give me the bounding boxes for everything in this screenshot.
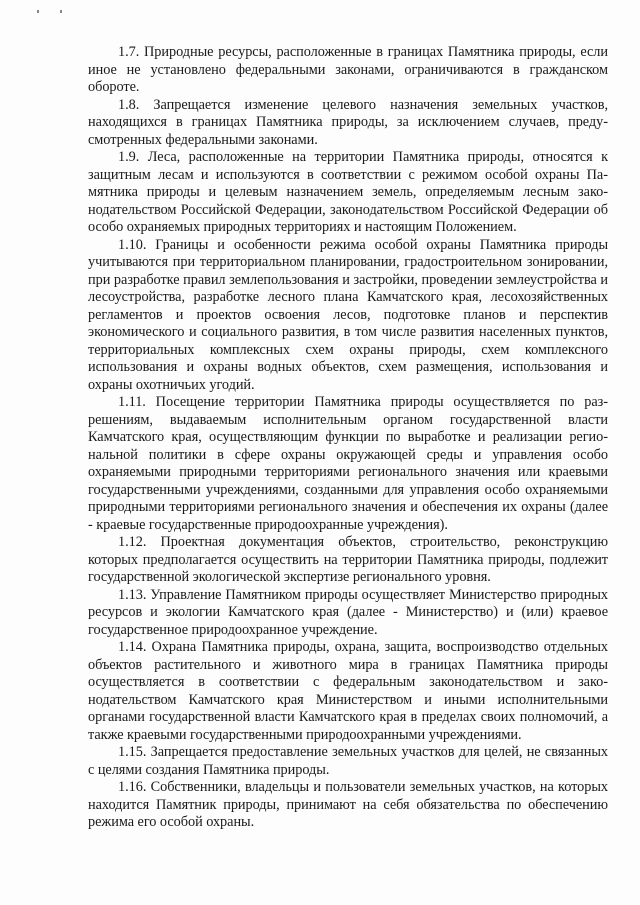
paragraph-1-8: 1.8. Запрещается изменение целевого назначения земельных участков, находящихся в границах Памятника природы, за исключением случаев, предусмотренных федеральными законами. (88, 96, 608, 148)
paragraph-1-15: 1.15. Запрещается предоставление земельных участков для целей, не связанных с целями создания Памятника природы. (88, 744, 608, 778)
paragraph-1-11: 1.11. Посещение территории Памятника природы осуществляется по разрешениям, выдаваемым исполнительным органом государственной власти Камчатского края, осуществляющим функции по выработке и реализации региональной политики в сфере охраны окружающей среды и управления особо охраняемыми природными территориями регионального значения или краевыми государственными учреждениями, созданными для управления особо охраняемыми природными территориями регионального значения и обеспечения их охраны (далее - краевые государственные природоохранные учреждения). (88, 394, 608, 533)
scan-speck (60, 10, 62, 13)
paragraph-1-13: 1.13. Управление Памятником природы осуществляет Министерство природных ресурсов и экологии Камчатского края (далее - Министерство) и (или) краевое государственное природоохранное учреждение. (88, 586, 608, 638)
paragraph-1-10: 1.10. Границы и особенности режима особой охраны Памятника природы учитываются при территориальном планировании, градостроительном зонировании, при разработке правил землепользования и застройки, проведении землеустройства и лесоустройства, разработке лесного плана Камчатского края, лесохозяйственных регламентов и проектов освоения лесов, подготовке планов и перспектив экономического и социального развития, в том числе развития населенных пунктов, территориальных комплексных схем охраны природы, схем комплексного использования и охраны водных объектов, схем размещения, использования и охраны охотничьих угодий. (88, 236, 608, 393)
scan-speck (37, 10, 39, 13)
paragraph-1-14: 1.14. Охрана Памятника природы, охрана, защита, воспроизводство отдельных объектов растительного и животного мира в границах Памятника природы осуществляется в соответствии с федеральным законодательством и законодательством Камчатского края Министерством и иными исполнительными органами государственной власти Камчатского края в пределах своих полномочий, а также краевыми государственными природоохранными учреждениями. (88, 639, 608, 743)
paragraph-1-12: 1.12. Проектная документация объектов, строительство, реконструкцию которых предполагается осуществить на территории Памятника природы, подлежит государственной экологической экспертизе регионального уровня. (88, 534, 608, 585)
document-body (88, 44, 608, 832)
paragraph-1-16: 1.16. Собственники, владельцы и пользователи земельных участков, на которых находится Памятник природы, принимают на себя обязательства по обеспечению режима его особой охраны. (88, 779, 608, 830)
paragraph-1-7: 1.7. Природные ресурсы, расположенные в границах Памятника природы, если иное не установлено федеральными законами, ограничиваются в гражданском обороте. (88, 44, 608, 95)
paragraph-1-9: 1.9. Леса, расположенные на территории Памятника природы, относятся к защитным лесам и используются в соответствии с режимом особой охраны Памятника природы и целевым назначением земель, определяемым лесным законодательством Российской Федерации, законодательством Российской Федерации об особо охраняемых природных территориях и настоящим Положением. (88, 149, 608, 235)
